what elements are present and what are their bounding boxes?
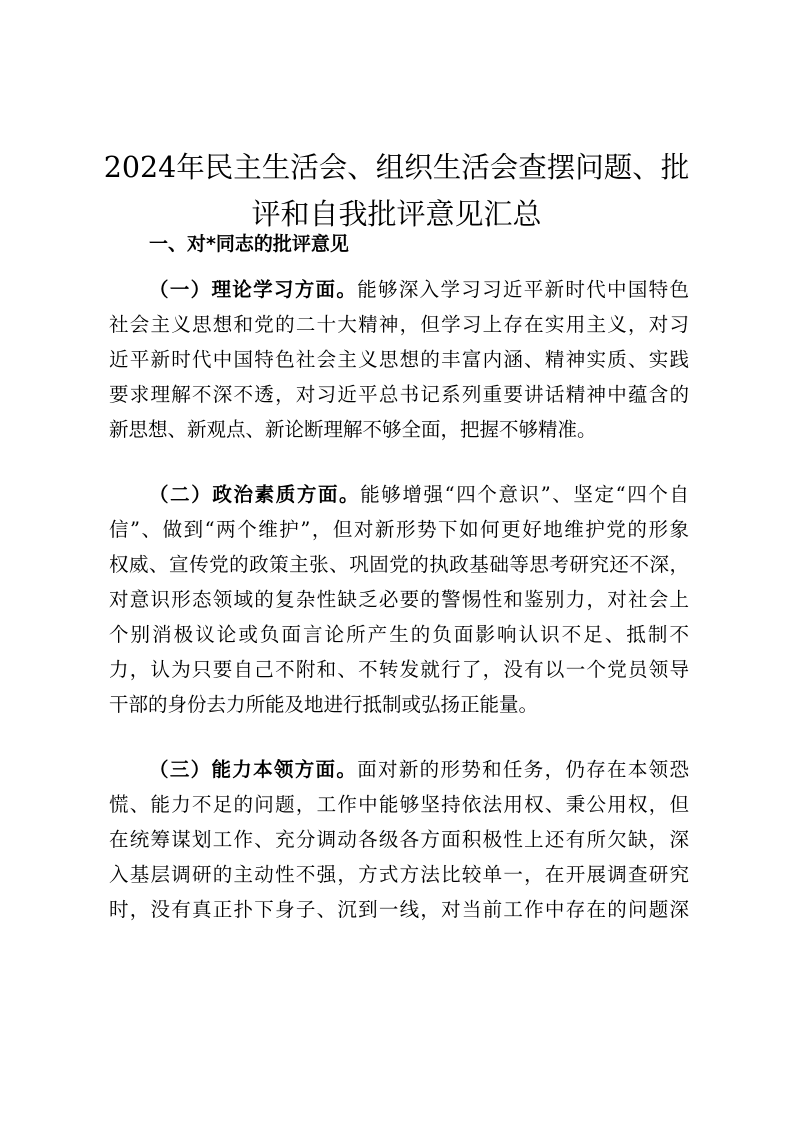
document-title-line-2: 评和自我批评意见汇总 xyxy=(251,197,542,231)
section-heading: 一、对*同志的批评意见 xyxy=(149,233,349,255)
paragraph-1-line-4: 要求理解不深不透，对习近平总书记系列重要讲话精神中蕴含的 xyxy=(109,383,689,406)
paragraph-2-line-2: 信”、做到“两个维护”，但对新形势下如何更好地维护党的形象 xyxy=(109,518,689,541)
paragraph-3-lead: （三）能力本领方面。 xyxy=(149,758,358,781)
paragraph-3-line-4: 入基层调研的主动性不强，方式方法比较单一，在开展调查研究 xyxy=(109,863,689,886)
paragraph-2-line-6: 力，认为只要自己不附和、不转发就行了，没有以一个党员领导 xyxy=(109,658,689,681)
paragraph-3-line-2: 慌、能力不足的问题，工作中能够坚持依法用权、秉公用权，但 xyxy=(109,793,689,816)
paragraph-3-line-3: 在统筹谋划工作、充分调动各级各方面积极性上还有所欠缺，深 xyxy=(109,828,689,851)
paragraph-1-lead: （一）理论学习方面。 xyxy=(149,278,358,301)
paragraph-1-first-text: 能够深入学习习近平新时代中国特色 xyxy=(357,278,689,301)
paragraph-1-line-3: 近平新时代中国特色社会主义思想的丰富内涵、精神实质、实践 xyxy=(109,348,689,371)
paragraph-2-line-7: 干部的身份去力所能及地进行抵制或弘扬正能量。 xyxy=(109,693,539,716)
paragraph-1-line-2: 社会主义思想和党的二十大精神，但学习上存在实用主义，对习 xyxy=(109,313,689,336)
paragraph-3-line-5: 时，没有真正扑下身子、沉到一线，对当前工作中存在的问题深 xyxy=(109,898,689,921)
paragraph-2-first-text: 能够增强“四个意识”、坚定“四个自 xyxy=(360,483,689,506)
document-title-line-1: 2024年民主生活会、组织生活会查摆问题、批 xyxy=(103,151,690,184)
paragraph-1-line-1 xyxy=(149,275,689,305)
paragraph-2-line-4: 对意识形态领域的复杂性缺乏必要的警惕性和鉴别力，对社会上 xyxy=(109,588,689,611)
paragraph-2-line-5: 个别消极议论或负面言论所产生的负面影响认识不足、抵制不 xyxy=(109,623,689,646)
paragraph-1-line-5: 新思想、新观点、新论断理解不够全面，把握不够精准。 xyxy=(109,418,597,441)
paragraph-2-line-3: 权威、宣传党的政策主张、巩固党的执政基础等思考研究还不深， xyxy=(109,553,689,576)
paragraph-3-first-text: 面对新的形势和任务，仍存在本领恐 xyxy=(357,758,689,781)
paragraph-2-line-1 xyxy=(149,480,689,510)
paragraph-3-line-1 xyxy=(149,755,689,785)
paragraph-2-lead: （二）政治素质方面。 xyxy=(149,483,361,506)
